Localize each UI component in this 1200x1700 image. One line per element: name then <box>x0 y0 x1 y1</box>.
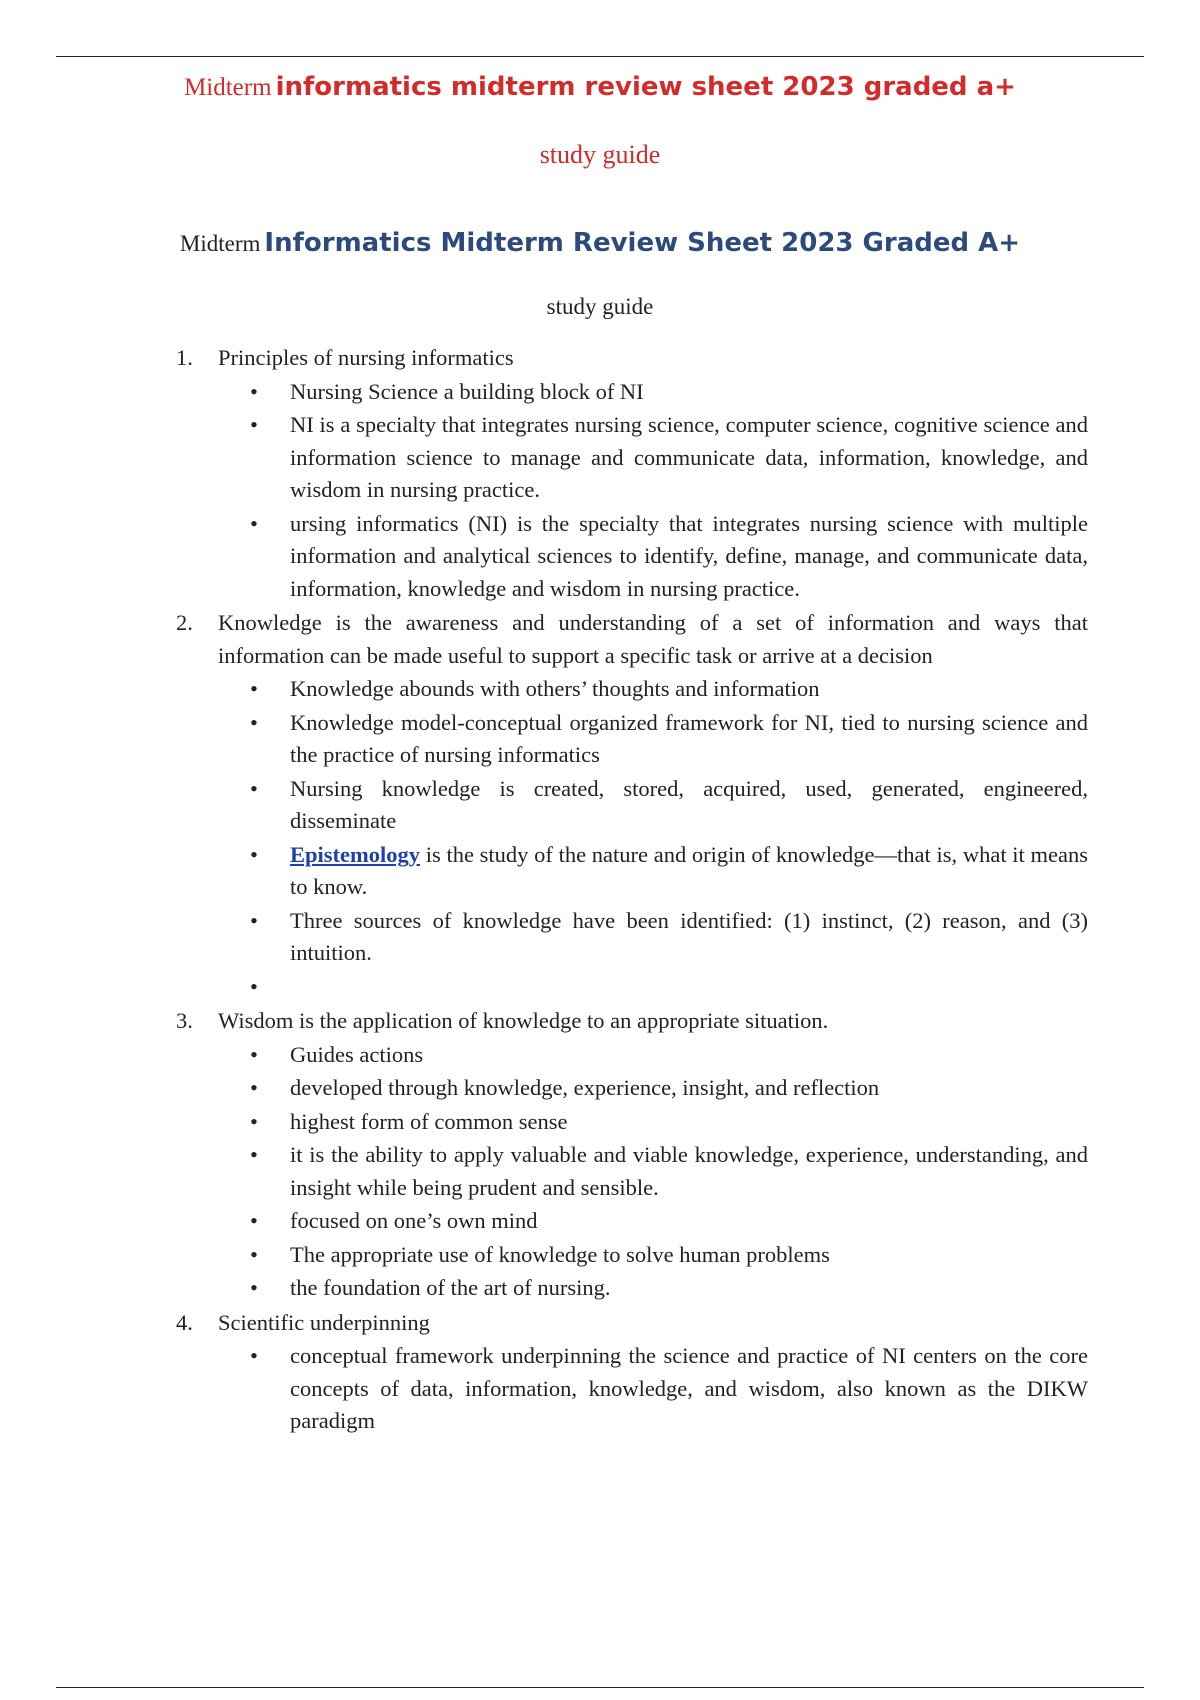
bullet-icon: • <box>250 1108 258 1134</box>
title-capitalized <box>0 228 1200 258</box>
section-2 <box>176 607 1088 1003</box>
bullet-icon: • <box>250 907 258 933</box>
empty-list-item <box>218 971 1088 1004</box>
list-item: • Knowledge model-conceptual organized framework for NI, tied to nursing science and the practice of nursing informatics <box>218 707 1088 772</box>
section-number: 2. <box>176 610 193 635</box>
subtitle-plain: study guide <box>546 294 654 319</box>
bullet-icon: • <box>250 841 258 867</box>
list-item: • The appropriate use of knowledge to solve human problems <box>218 1239 1088 1272</box>
bullet-icon: • <box>250 412 258 437</box>
document-body <box>176 342 1088 1440</box>
bullet-icon: • <box>250 510 258 536</box>
bullet-list <box>218 1039 1088 1305</box>
section-1 <box>176 342 1088 605</box>
section-heading: Knowledge is the awareness and understanding of a set of information and ways that information can be made useful to support a specific task or arrive at a decision <box>218 610 1088 668</box>
top-rule <box>56 56 1144 57</box>
list-item: • the foundation of the art of nursing. <box>218 1272 1088 1305</box>
epistemology-link[interactable]: Epistemology <box>290 841 421 867</box>
bullet-icon: • <box>250 1075 258 1100</box>
section-number: 3. <box>176 1008 193 1033</box>
list-item: • ursing informatics (NI) is the specialty that integrates nursing science with multiple information and analytical sciences to identify, define, manage, and communicate data, information, knowledge and wisdom in nursing practice. <box>218 508 1088 606</box>
bullet-icon: • <box>250 973 258 999</box>
list-item: • it is the ability to apply valuable and viable knowledge, experience, understanding, and insight while being prudent and sensible. <box>218 1139 1088 1204</box>
section-heading: Wisdom is the application of knowledge to an appropriate situation. <box>218 1008 829 1033</box>
bullet-icon: • <box>250 709 258 735</box>
list-item: • Knowledge abounds with others’ thoughts and information <box>218 673 1088 706</box>
list-item: • highest form of common sense <box>218 1106 1088 1139</box>
bullet-icon: • <box>250 775 258 801</box>
section-heading: Principles of nursing informatics <box>218 345 514 370</box>
title-text: Informatics Midterm Review Sheet 2023 Graded A+ <box>264 228 1021 258</box>
section-3 <box>176 1005 1088 1305</box>
bullet-icon: • <box>250 1343 258 1368</box>
bullet-icon: • <box>250 676 258 701</box>
section-number: 1. <box>176 345 193 370</box>
numbered-list <box>176 342 1088 1438</box>
bullet-icon: • <box>250 378 258 404</box>
section-number: 4. <box>176 1309 193 1335</box>
list-item: • developed through knowledge, experience, insight, and reflection <box>218 1072 1088 1105</box>
list-item: • Nursing Science a building block of NI <box>218 376 1088 409</box>
list-item: • conceptual framework underpinning the science and practice of NI centers on the core concepts of data, information, knowledge, and wisdom, also known as the DIKW paradigm <box>218 1340 1088 1438</box>
title-lowercase <box>0 72 1200 102</box>
section-4 <box>176 1307 1088 1438</box>
list-item: • Nursing knowledge is created, stored, acquired, used, generated, engineered, disseminate <box>218 773 1088 838</box>
title-prefix: Midterm <box>184 74 272 101</box>
list-item: • focused on one’s own mind <box>218 1205 1088 1238</box>
title-prefix: Midterm <box>179 231 261 256</box>
bullet-icon: • <box>250 1208 258 1233</box>
list-item: • Three sources of knowledge have been identified: (1) instinct, (2) reason, and (3) intuition. <box>218 905 1088 970</box>
bullet-list <box>218 673 1088 1003</box>
list-item: • Epistemology is the study of the nature and origin of knowledge—that is, what it means to know. <box>218 839 1088 904</box>
bullet-icon: • <box>250 1041 258 1067</box>
title-text: informatics midterm review sheet 2023 graded a+ <box>275 72 1016 102</box>
section-heading: Scientific underpinning <box>218 1309 430 1335</box>
bullet-icon: • <box>250 1142 258 1167</box>
bullet-icon: • <box>250 1275 258 1300</box>
list-item: • Guides actions <box>218 1039 1088 1072</box>
bullet-list <box>218 1340 1088 1438</box>
bullet-icon: • <box>250 1241 258 1267</box>
bullet-list <box>218 376 1088 606</box>
bottom-rule <box>56 1687 1144 1688</box>
list-item: • NI is a specialty that integrates nursing science, computer science, cognitive science and information science to manage and communicate data, information, knowledge, and wisdom in nursing practice. <box>218 409 1088 507</box>
subtitle-lowercase: study guide <box>539 140 661 169</box>
